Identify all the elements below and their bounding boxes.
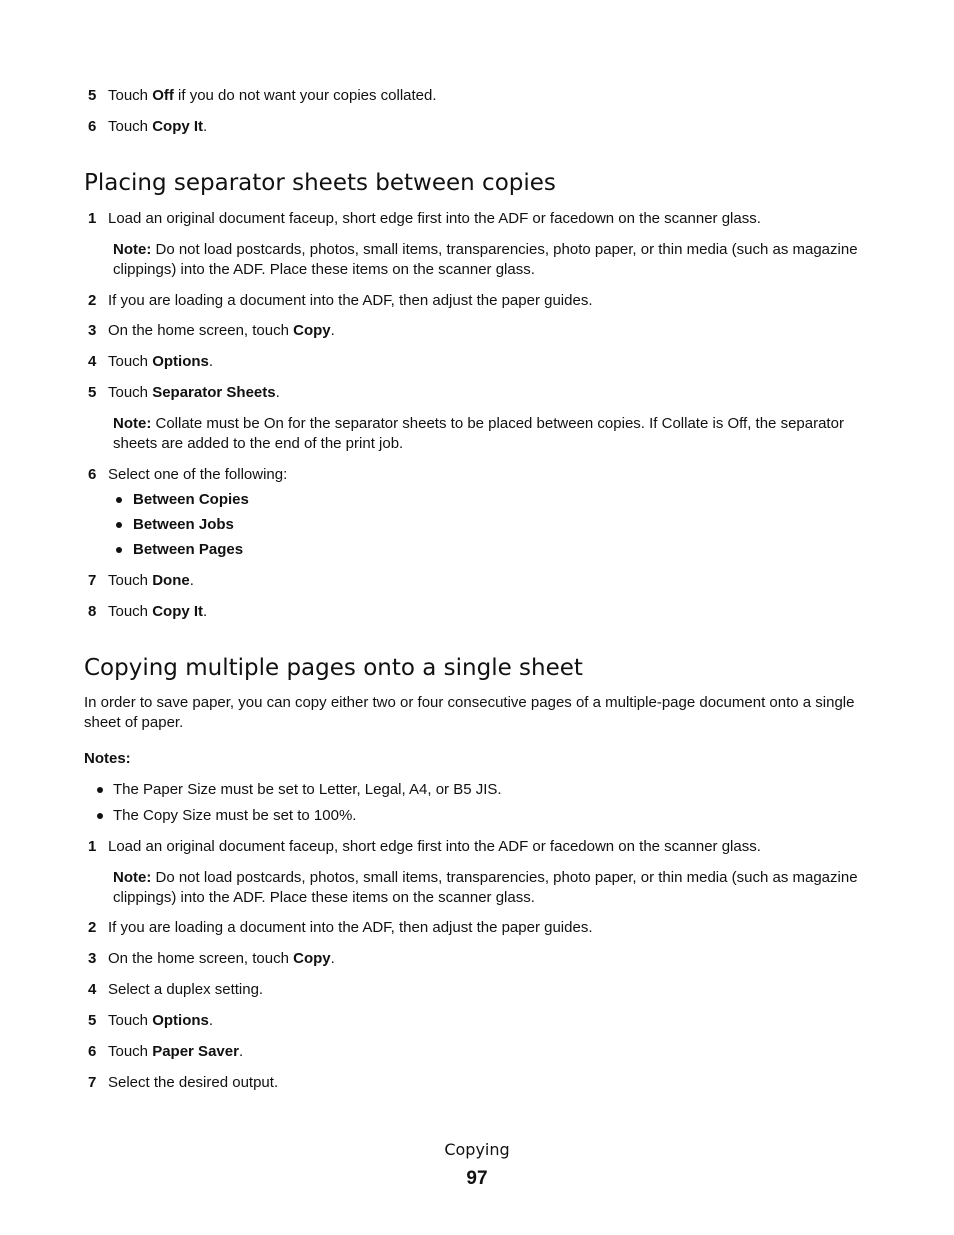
step-number: 8	[88, 603, 97, 620]
page-number: 97	[466, 1168, 488, 1189]
step-number: 6	[88, 118, 97, 135]
step-number: 2	[88, 919, 97, 936]
notes-label: Notes:	[84, 750, 131, 767]
step-number: 7	[88, 572, 97, 589]
step-number: 3	[88, 322, 97, 339]
step-number: 5	[88, 87, 97, 104]
step-text: Touch Separator Sheets.	[108, 384, 280, 401]
step-text: Load an original document faceup, short edge first into the ADF or facedown on the scanner glass.	[108, 838, 761, 855]
list-item: Between Copies	[116, 490, 249, 510]
section-heading-separator-sheets: Placing separator sheets between copies	[84, 170, 556, 196]
section-heading-multiple-pages: Copying multiple pages onto a single sheet	[84, 655, 583, 681]
step-text: If you are loading a document into the ADF, then adjust the paper guides.	[108, 292, 593, 309]
step-number: 5	[88, 1012, 97, 1029]
step-text: Touch Options.	[108, 353, 214, 370]
footer-section-title: Copying	[444, 1140, 510, 1159]
step-number: 6	[88, 466, 97, 483]
step-text: If you are loading a document into the ADF, then adjust the paper guides.	[108, 919, 593, 936]
intro-paragraph: In order to save paper, you can copy either two or four consecutive pages of a multiple-page document onto a single sheet of paper.	[84, 694, 855, 731]
step-text: Select the desired output.	[108, 1074, 279, 1091]
step-text: Touch Off if you do not want your copies collated.	[108, 87, 437, 104]
step-text: On the home screen, touch Copy.	[108, 322, 335, 339]
step-text: Touch Copy It.	[108, 603, 208, 620]
step-text: Touch Done.	[108, 572, 194, 589]
step-text: Select one of the following:	[108, 466, 288, 483]
step-number: 3	[88, 950, 97, 967]
step-number: 4	[88, 353, 97, 370]
step-text: Load an original document faceup, short edge first into the ADF or facedown on the scanner glass.	[108, 210, 761, 227]
list-item: The Paper Size must be set to Letter, Legal, A4, or B5 JIS.	[97, 780, 502, 800]
step-text: Select a duplex setting.	[108, 981, 264, 998]
bullet-icon	[116, 522, 122, 528]
step-text: Touch Copy It.	[108, 118, 208, 135]
step-number: 6	[88, 1043, 97, 1060]
bullet-icon	[116, 547, 122, 553]
bullet-icon	[116, 497, 122, 503]
note-paragraph: Note: Do not load postcards, photos, small items, transparencies, photo paper, or thin media (such as magazine clippings) into the ADF. Place these items on the scanner glass.	[113, 869, 858, 906]
step-number: 1	[88, 210, 97, 227]
note-paragraph: Note: Do not load postcards, photos, small items, transparencies, photo paper, or thin media (such as magazine clippings) into the ADF. Place these items on the scanner glass.	[113, 241, 858, 278]
list-item: Between Jobs	[116, 515, 234, 535]
step-number: 4	[88, 981, 97, 998]
step-number: 7	[88, 1074, 97, 1091]
step-text: Touch Paper Saver.	[108, 1043, 244, 1060]
step-text: On the home screen, touch Copy.	[108, 950, 335, 967]
step-number: 1	[88, 838, 97, 855]
step-text: Touch Options.	[108, 1012, 214, 1029]
list-item: The Copy Size must be set to 100%.	[97, 806, 356, 826]
bullet-icon	[97, 813, 103, 819]
step-number: 2	[88, 292, 97, 309]
step-number: 5	[88, 384, 97, 401]
list-item: Between Pages	[116, 540, 243, 560]
bullet-icon	[97, 787, 103, 793]
note-paragraph: Note: Collate must be On for the separator sheets to be placed between copies. If Collate is Off, the separator sheets are added to the end of the print job.	[113, 415, 844, 452]
